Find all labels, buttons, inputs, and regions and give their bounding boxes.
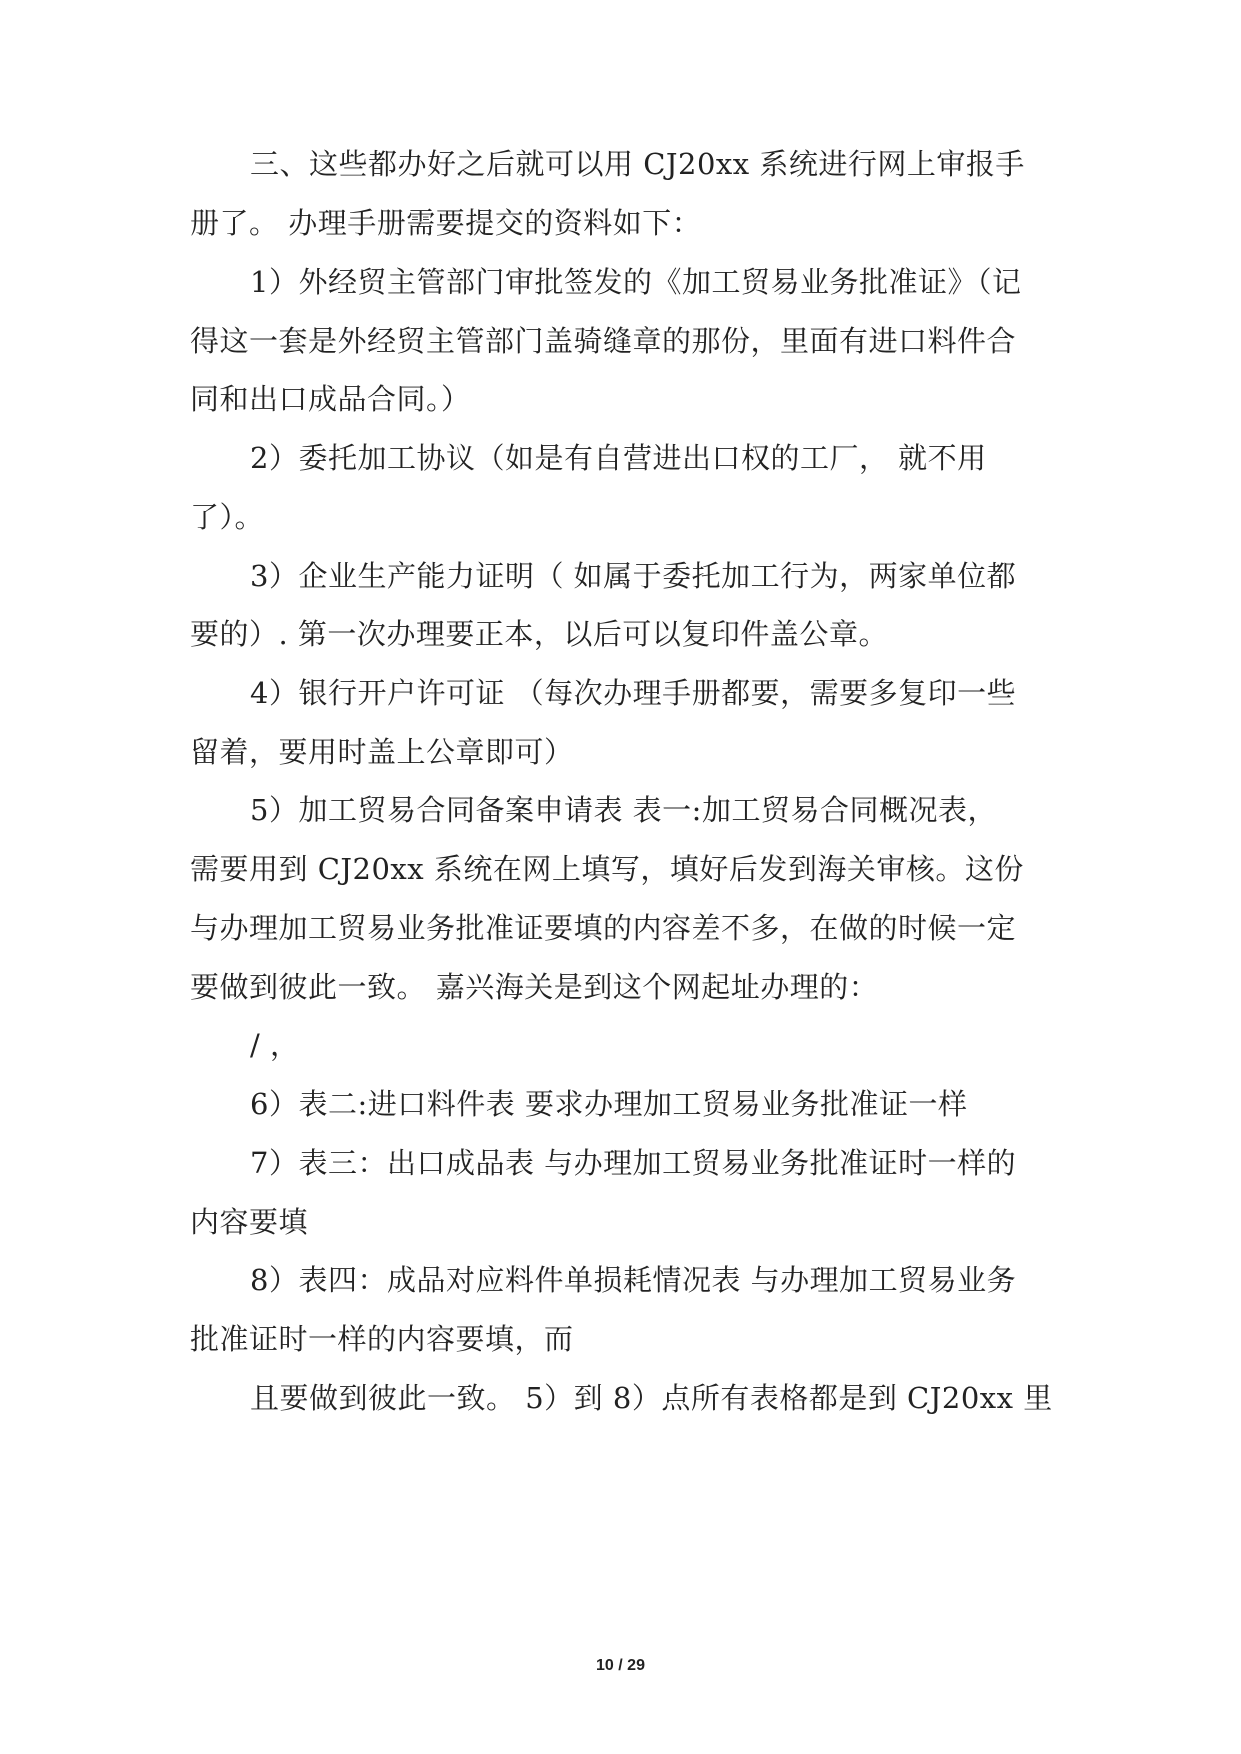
paragraph-line: 与办理加工贸易业务批准证要填的内容差不多，在做的时候一定 [190,911,1017,945]
paragraph-line: / ， [250,1028,300,1062]
paragraph-line: 7）表三：出口成品表 与办理加工贸易业务批准证时一样的 [250,1146,1017,1180]
paragraph-line: 得这一套是外经贸主管部门盖骑缝章的那份，里面有进口料件合 [190,324,1017,358]
paragraph-line: 同和出口成品合同。） [190,382,471,416]
paragraph-line: 批准证时一样的内容要填，而 [190,1322,574,1356]
paragraph-line: 3）企业生产能力证明（ 如属于委托加工行为，两家单位都 [250,559,1017,593]
paragraph-line: 需要用到 CJ20xx 系统在网上填写，填好后发到海关审核。这份 [190,852,1024,886]
page-number: 10 / 29 [596,1657,645,1674]
paragraph-line: 留着，要用时盖上公章即可） [190,735,574,769]
paragraph-line: 1）外经贸主管部门审批签发的《加工贸易业务批准证》（记 [250,265,1022,299]
paragraph-line: 2）委托加工协议（如是有自营进出口权的工厂， 就不用 [250,441,987,475]
paragraph-line: 6）表二:进口料件表 要求办理加工贸易业务批准证一样 [250,1087,968,1121]
paragraph-line: 三、这些都办好之后就可以用 CJ20xx 系统进行网上审报手 [250,147,1025,181]
paragraph-line: 内容要填 [190,1205,309,1239]
paragraph-line: 了）。 [190,500,265,534]
paragraph-line: 册了。 办理手册需要提交的资料如下： [190,206,702,240]
paragraph-line: 要做到彼此一致。 嘉兴海关是到这个网起址办理的： [190,970,879,1004]
paragraph-line: 5）加工贸易合同备案申请表 表一:加工贸易合同概况表， [250,793,997,827]
paragraph-line: 8）表四：成品对应料件单损耗情况表 与办理加工贸易业务 [250,1263,1017,1297]
paragraph-line: 且要做到彼此一致。 5）到 8）点所有表格都是到 CJ20xx 里 [250,1381,1053,1415]
paragraph-line: 要的）. 第一次办理要正本，以后可以复印件盖公章。 [190,617,888,651]
paragraph-line: 4）银行开户许可证 （每次办理手册都要，需要多复印一些 [250,676,1017,710]
